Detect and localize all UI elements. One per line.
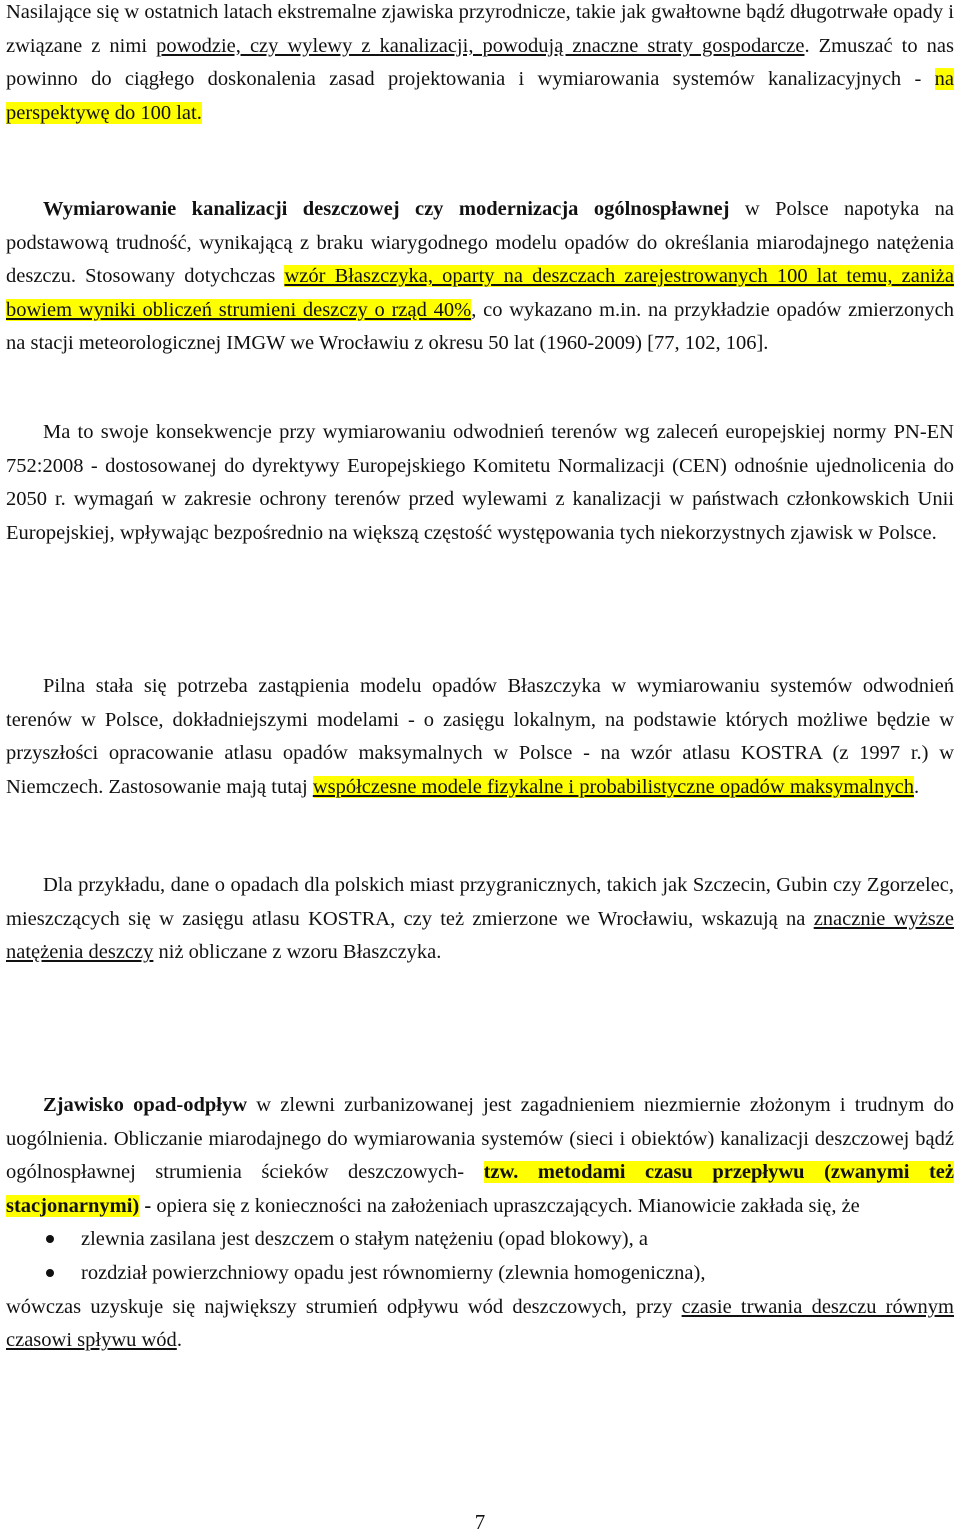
- text-run: w zlewni zurbanizowanej jest zagadnieniem niezmiernie złożonym i trudnym do uogólnienia. Obliczanie miarodajnego do wymiarowania systemów (sieci i obiektów) kanalizacji deszczowej bądź ogólnospławnej strumienia ścieków deszczowych-: [6, 1094, 954, 1184]
- text-run: .: [176, 1329, 182, 1352]
- paragraph-consequences: [6, 416, 954, 550]
- bold-text: Zjawisko opad-odpływ: [43, 1094, 248, 1116]
- underlined-text: czasie trwania deszczu równym czasowi spływu wód: [6, 1295, 954, 1352]
- paragraph-rainfall-runoff-intro: [6, 1089, 954, 1223]
- paragraph-rain-model: [6, 193, 954, 361]
- list-item: zlewnia zasilana jest deszczem o stałym natężeniu (opad blokowy), a: [6, 1223, 954, 1257]
- underlined-text: znacznie wyższe natężenia deszczy: [6, 907, 954, 964]
- page-number: 7: [474, 1510, 486, 1534]
- text-run: w Polsce napotyka na podstawową trudność, wynikającą z braku wiarygodnego modelu opadów do określania miarodajnego natężenia deszczu. Stosowany dotychczas: [6, 198, 954, 288]
- text-run: .: [913, 775, 920, 798]
- text-run: Nasilające się w ostatnich latach ekstremalne zjawiska przyrodnicze, takie jak gwałtowne bądź długotrwałe opady i związane z nimi: [6, 1, 954, 57]
- highlighted-underlined-text: współczesne modele fizykalne i probabilistyczne opadów maksymalnych: [312, 775, 914, 798]
- text-run: Pilna stała się potrzeba zastąpienia modelu opadów Błaszczyka w wymiarowaniu systemów odwodnień terenów w Polsce, dokładniejszymi modelami - o zasięgu lokalnym, na podstawie których możliwe będzie w przyszłości opracowanie atlasu opadów maksymalnych w Polsce - na wzór atlasu KOSTRA (z 1997 r.) w Niemczech. Zastosowanie mają tutaj: [6, 675, 954, 798]
- text-run: opiera się z konieczności na założeniach upraszczających. Mianowicie zakłada się, że: [151, 1194, 860, 1217]
- text-run: , co wykazano m.in. na przykładzie opadów zmierzonych na stacji meteorologicznej IMGW we Wrocławiu z okresu 50 lat (1960-2009) [77, 102, 106].: [6, 298, 954, 355]
- paragraph-rainfall-runoff-conclusion: [6, 1291, 954, 1358]
- highlighted-bold-text: tzw. metodami czasu przepływu (zwanymi też stacjonarnymi): [6, 1161, 954, 1217]
- text-run: wówczas uzyskuje się największy strumień odpływu wód deszczowych, przy: [6, 1295, 682, 1318]
- underlined-text: powodzie, czy wylewy z kanalizacji, powodują znaczne straty gospodarcze: [156, 34, 805, 57]
- assumptions-list: [6, 1223, 954, 1290]
- highlighted-underlined-text: wzór Błaszczyka, oparty na deszczach zarejestrowanych 100 lat temu, zaniża bowiem wyniki obliczeń strumieni deszczy o rząd 40%: [6, 265, 955, 321]
- paragraph-replacement-need: [6, 670, 954, 804]
- paragraph-extreme-weather: [6, 0, 954, 130]
- bold-dash: -: [139, 1194, 152, 1217]
- bold-text: Wymiarowanie kanalizacji deszczowej czy modernizacja ogólnospławnej: [43, 198, 730, 220]
- text-run: niż obliczane z wzoru Błaszczyka.: [153, 941, 442, 964]
- paragraph-rainfall-runoff: [6, 1089, 954, 1358]
- text-run: Dla przykładu, dane o opadach dla polskich miast przygranicznych, takich jak Szczecin, Gubin czy Zgorzelec, mieszczących się w zasięgu atlasu KOSTRA, czy też zmierzone we Wrocławiu, wskazują na: [6, 874, 954, 930]
- text-run: . Zmuszać to nas powinno do ciągłego doskonalenia zasad projektowania i wymiarowania systemów kanalizacyjnych -: [6, 34, 954, 91]
- text-run: Ma to swoje konsekwencje przy wymiarowaniu odwodnień terenów wg zaleceń europejskiej normy PN-EN 752:2008 - dostosowanej do dyrektywy Europejskiego Komitetu Normalizacji (CEN) odnośnie ujednolicenia do 2050 r. wymagań w zakresie ochrony terenów przed wylewami z kanalizacji w państwach członkowskich Unii Europejskiej, wpływając bezpośrednio na większą częstość występowania tych niekorzystnych zjawisk w Polsce.: [6, 421, 954, 544]
- highlighted-text: na perspektywę do 100 lat.: [6, 68, 954, 124]
- paragraph-example-cities: [6, 869, 954, 970]
- list-item: rozdział powierzchniowy opadu jest równomierny (zlewnia homogeniczna),: [6, 1257, 954, 1291]
